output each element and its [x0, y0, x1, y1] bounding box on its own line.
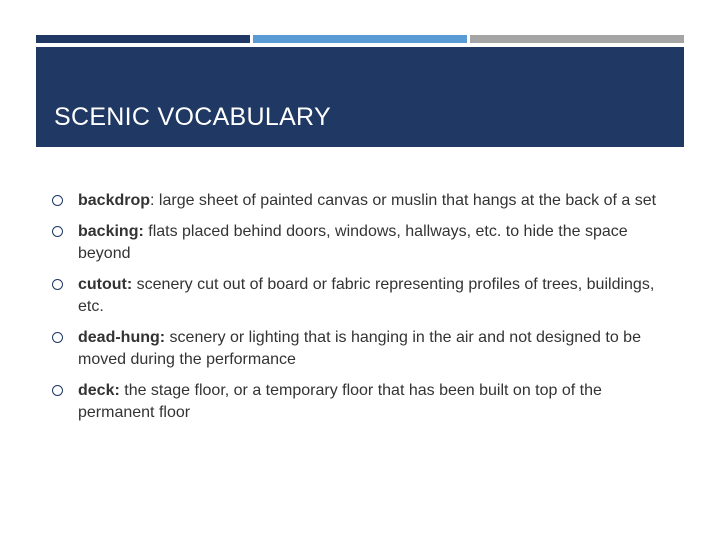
accent-bar-dark	[36, 35, 250, 43]
list-item	[52, 327, 677, 371]
vocabulary-list	[52, 190, 677, 433]
vocabulary-definition: the stage floor, or a temporary floor that has been built on top of the permanent floor	[78, 382, 602, 421]
vocabulary-definition: flats placed behind doors, windows, hallways, etc. to hide the space beyond	[78, 223, 628, 262]
vocabulary-term: dead-hung:	[78, 329, 166, 346]
hollow-circle-icon	[52, 195, 63, 206]
vocabulary-definition: scenery cut out of board or fabric representing profiles of trees, buildings, etc.	[78, 276, 655, 315]
vocabulary-definition: : large sheet of painted canvas or muslin that hangs at the back of a set	[150, 192, 657, 209]
list-item	[52, 380, 677, 424]
list-item	[52, 274, 677, 318]
title-band	[36, 47, 684, 147]
hollow-circle-icon	[52, 226, 63, 237]
vocabulary-term: backdrop	[78, 192, 151, 209]
vocabulary-term: backing:	[78, 223, 144, 240]
slide-title: SCENIC VOCABULARY	[54, 103, 331, 131]
vocabulary-term: cutout:	[78, 276, 133, 293]
list-item	[52, 221, 677, 265]
hollow-circle-icon	[52, 385, 63, 396]
list-item	[52, 190, 677, 212]
accent-bar-blue	[253, 35, 467, 43]
hollow-circle-icon	[52, 279, 63, 290]
vocabulary-term: deck:	[78, 382, 120, 399]
vocabulary-definition: scenery or lighting that is hanging in the air and not designed to be moved during the performance	[78, 329, 641, 368]
accent-bar-gray	[470, 35, 684, 43]
hollow-circle-icon	[52, 332, 63, 343]
